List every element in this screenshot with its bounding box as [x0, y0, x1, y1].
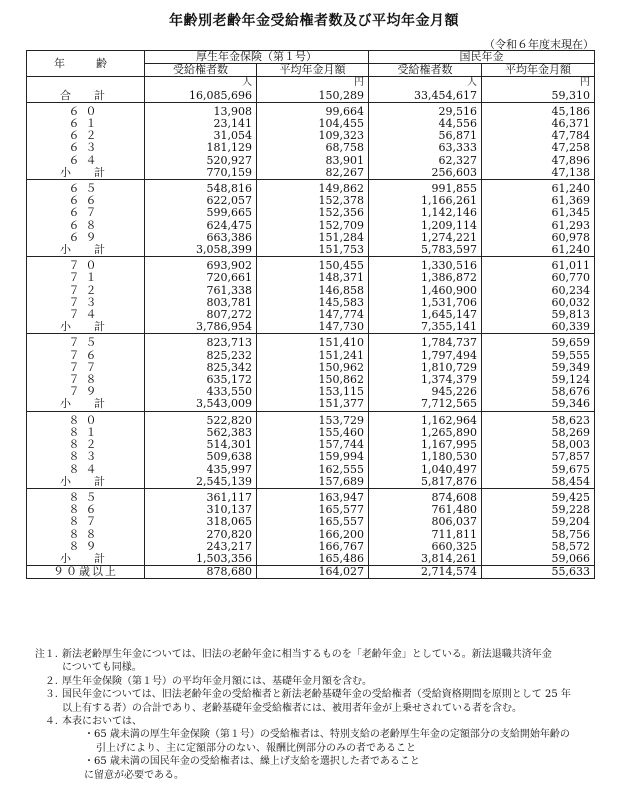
kosei-avg: 153,729 [257, 415, 369, 427]
table-row [27, 362, 595, 374]
kokumin-count: 3,814,261 [369, 553, 482, 566]
table-row [27, 285, 595, 297]
age-label: ６１ [27, 118, 145, 130]
kokumin-count: 991,855 [369, 183, 482, 195]
age-label: ８６ [27, 504, 145, 516]
kokumin-count: 1,265,890 [369, 427, 482, 439]
kokumin-count: 1,374,379 [369, 374, 482, 386]
kokumin-avg: 58,454 [482, 476, 595, 489]
note-label: ４. [44, 716, 58, 728]
table-row [27, 142, 595, 154]
age-label: ７６ [27, 350, 145, 362]
kosei-avg: 153,115 [257, 386, 369, 398]
age-label: ６８ [27, 220, 145, 232]
table-row [27, 183, 595, 195]
kosei-avg: 157,689 [257, 476, 369, 489]
age-label: ７３ [27, 297, 145, 309]
table-row [27, 439, 595, 451]
kosei-count: 514,301 [145, 439, 257, 451]
age-label: ８２ [27, 439, 145, 451]
kosei-count: 23,141 [145, 118, 257, 130]
table-row [27, 464, 595, 476]
kokumin-count: 7,712,565 [369, 398, 482, 411]
note-line [26, 648, 601, 661]
kokumin-avg: 47,896 [482, 155, 595, 167]
kokumin-count: 1,386,872 [369, 272, 482, 284]
kokumin-count: 806,037 [369, 516, 482, 528]
kosei-count: 310,137 [145, 504, 257, 516]
kosei-count: 823,713 [145, 337, 257, 349]
kosei-count: 181,129 [145, 142, 257, 154]
note-line [26, 702, 601, 715]
table-row [27, 374, 595, 386]
kokumin-avg: 46,371 [482, 118, 595, 130]
subtotal-row [27, 398, 595, 411]
kosei-avg: 151,284 [257, 232, 369, 244]
kokumin-avg: 59,425 [482, 492, 595, 504]
age-label: ６９ [27, 232, 145, 244]
kosei-avg: 151,241 [257, 350, 369, 362]
kokumin-count: 660,325 [369, 541, 482, 553]
note4-item: ・65 歳未満の厚生年金保険（第１号）の受給権者は、特別支給の老齢厚生年金の定額部分の支給開始年齢の [84, 729, 570, 741]
kokumin-avg: 60,978 [482, 232, 595, 244]
age-label: ７２ [27, 285, 145, 297]
kokumin-avg: 60,770 [482, 272, 595, 284]
table-row [27, 541, 595, 553]
kosei-count: 825,232 [145, 350, 257, 362]
kosei-count: 807,272 [145, 309, 257, 321]
kokumin-count: 1,180,530 [369, 451, 482, 463]
kokumin-avg: 58,269 [482, 427, 595, 439]
note-text: 厚生年金保険（第１号）の平均年金月額には、基礎年金月額を含む。 [62, 675, 372, 687]
kosei-count: 243,217 [145, 541, 257, 553]
kokumin-avg: 60,339 [482, 321, 595, 334]
kosei-count: 825,342 [145, 362, 257, 374]
age-label: ６２ [27, 130, 145, 142]
kosei-avg: 166,767 [257, 541, 369, 553]
kokumin-count: 2,714,574 [369, 566, 482, 579]
kosei-avg: 165,577 [257, 504, 369, 516]
kosei-avg: 157,744 [257, 439, 369, 451]
kokumin-avg: 58,676 [482, 386, 595, 398]
over90-label: ９０歳以上 [27, 566, 145, 579]
table-row [27, 207, 595, 219]
kokumin-avg: 59,228 [482, 504, 595, 516]
kosei-count: 433,550 [145, 386, 257, 398]
table-row [27, 529, 595, 541]
kokumin-count: 945,226 [369, 386, 482, 398]
kosei-avg: 151,753 [257, 244, 369, 257]
kosei-count: 548,816 [145, 183, 257, 195]
kokumin-count: 1,784,737 [369, 337, 482, 349]
kokumin-count: 63,333 [369, 142, 482, 154]
kosei-count: 622,057 [145, 195, 257, 207]
kokumin-avg: 60,032 [482, 297, 595, 309]
age-label: ８４ [27, 464, 145, 476]
kokumin-count: 1,531,706 [369, 297, 482, 309]
kokumin-count: 29,516 [369, 106, 482, 118]
kokumin-avg: 59,675 [482, 464, 595, 476]
kosei-avg: 146,858 [257, 285, 369, 297]
over90-row [27, 566, 595, 579]
age-label: ７９ [27, 386, 145, 398]
age-label: ７１ [27, 272, 145, 284]
table-row [27, 427, 595, 439]
table-row [27, 309, 595, 321]
as-of-date: （令和６年度末現在） [484, 38, 594, 51]
note-text: 本表においては、 [62, 716, 142, 728]
age-label: ６４ [27, 155, 145, 167]
age-label: ６３ [27, 142, 145, 154]
unit-yen: 円 [482, 77, 595, 90]
subtotal-row [27, 553, 595, 566]
kosei-avg: 104,455 [257, 118, 369, 130]
subtotal-label: 小 計 [27, 476, 145, 489]
kokumin-count: 1,797,494 [369, 350, 482, 362]
table-row [27, 386, 595, 398]
kokumin-count: 1,645,147 [369, 309, 482, 321]
kokumin-avg: 61,011 [482, 260, 595, 272]
kosei-avg: 149,862 [257, 183, 369, 195]
kokumin-count: 1,142,146 [369, 207, 482, 219]
age-label: ８３ [27, 451, 145, 463]
kokumin-count: 1,330,516 [369, 260, 482, 272]
kosei-count: 509,638 [145, 451, 257, 463]
subtotal-row [27, 244, 595, 257]
age-label: ７７ [27, 362, 145, 374]
age-label: ６６ [27, 195, 145, 207]
kosei-avg-header: 平均年金月額 [257, 64, 369, 77]
unit-spacer [27, 77, 145, 90]
table-row [27, 106, 595, 118]
kokumin-count: 1,167,995 [369, 439, 482, 451]
kokumin-avg: 61,369 [482, 195, 595, 207]
kokumin-avg: 59,813 [482, 309, 595, 321]
kokumin-avg: 59,066 [482, 553, 595, 566]
kosei-count: 635,172 [145, 374, 257, 386]
kosei-count: 663,386 [145, 232, 257, 244]
kokumin-avg: 58,756 [482, 529, 595, 541]
kosei-count-header: 受給権者数 [145, 64, 257, 77]
table-row [27, 272, 595, 284]
kokumin-avg: 45,186 [482, 106, 595, 118]
kosei-avg: 166,200 [257, 529, 369, 541]
kosei-avg: 148,371 [257, 272, 369, 284]
note4-item: ・65 歳未満の国民年金の受給権者は、繰上げ支給を選択した者であること [84, 756, 420, 768]
age-label: ７５ [27, 337, 145, 349]
kosei-count: 361,117 [145, 492, 257, 504]
unit-people: 人 [145, 77, 257, 90]
age-label: ８８ [27, 529, 145, 541]
kokumin-header: 国民年金 [369, 51, 595, 64]
kosei-avg: 99,664 [257, 106, 369, 118]
kosei-count: 13,908 [145, 106, 257, 118]
note-line [26, 661, 601, 674]
table-row [27, 118, 595, 130]
kosei-count: 520,927 [145, 155, 257, 167]
table-row [27, 415, 595, 427]
kosei-count: 1,503,356 [145, 553, 257, 566]
kosei-count: 435,997 [145, 464, 257, 476]
note-label [26, 661, 62, 674]
kokumin-count: 256,603 [369, 167, 482, 180]
kosei-avg: 163,947 [257, 492, 369, 504]
kosei-count: 3,786,954 [145, 321, 257, 334]
total-kosei-avg: 150,289 [257, 90, 369, 103]
kosei-avg: 109,323 [257, 130, 369, 142]
kokumin-count: 56,871 [369, 130, 482, 142]
kokumin-avg-header: 平均年金月額 [482, 64, 595, 77]
kokumin-count: 7,355,141 [369, 321, 482, 334]
kosei-count: 2,545,139 [145, 476, 257, 489]
kokumin-avg: 59,346 [482, 398, 595, 411]
note4-item: 引上げにより、主に定額部分のない、報酬比例部分のみの者であること [96, 742, 416, 754]
note-label: ３. [44, 689, 58, 701]
note-text: 国民年金については、旧法老齢年金の受給権者と新法老齢基礎年金の受給権者（受給資格期間を原則として 25 年 [62, 689, 571, 701]
age-label: ８０ [27, 415, 145, 427]
kokumin-avg: 60,234 [482, 285, 595, 297]
kosei-avg: 162,555 [257, 464, 369, 476]
kokumin-count: 44,556 [369, 118, 482, 130]
total-kosei-count: 16,085,696 [145, 90, 257, 103]
kosei-avg: 145,583 [257, 297, 369, 309]
note4-item: に留意が必要である。 [84, 769, 184, 781]
note-line [26, 688, 601, 701]
unit-yen: 円 [257, 77, 369, 90]
kokumin-count: 5,817,876 [369, 476, 482, 489]
kokumin-count: 1,209,114 [369, 220, 482, 232]
table-row [27, 451, 595, 463]
kokumin-avg: 61,293 [482, 220, 595, 232]
table-row [27, 337, 595, 349]
kokumin-avg: 59,555 [482, 350, 595, 362]
subtotal-label: 小 計 [27, 321, 145, 334]
kosei-count: 562,383 [145, 427, 257, 439]
kosei-count: 770,159 [145, 167, 257, 180]
kosei-count: 599,665 [145, 207, 257, 219]
kosei-avg: 159,994 [257, 451, 369, 463]
age-header: 年 齢 [27, 51, 145, 77]
age-label: ７８ [27, 374, 145, 386]
note-label: 注１. [34, 649, 58, 660]
subtotal-label: 小 計 [27, 553, 145, 566]
table-row [27, 220, 595, 232]
kokumin-avg: 57,857 [482, 451, 595, 463]
kokumin-count: 1,810,729 [369, 362, 482, 374]
table-row [27, 232, 595, 244]
kokumin-avg: 58,623 [482, 415, 595, 427]
subtotal-label: 小 計 [27, 244, 145, 257]
kosei-avg: 147,774 [257, 309, 369, 321]
kokumin-count: 62,327 [369, 155, 482, 167]
kokumin-avg: 59,349 [482, 362, 595, 374]
kosei-count: 3,058,399 [145, 244, 257, 257]
kosei-count: 522,820 [145, 415, 257, 427]
table-row [27, 195, 595, 207]
kokumin-avg: 58,572 [482, 541, 595, 553]
pension-table [26, 50, 595, 579]
kosei-count: 270,820 [145, 529, 257, 541]
kokumin-count-header: 受給権者数 [369, 64, 482, 77]
kokumin-avg: 59,659 [482, 337, 595, 349]
kosei-avg: 150,862 [257, 374, 369, 386]
age-label: ６７ [27, 207, 145, 219]
kokumin-avg: 59,124 [482, 374, 595, 386]
table-row [27, 297, 595, 309]
kosei-avg: 152,356 [257, 207, 369, 219]
kokumin-avg: 59,204 [482, 516, 595, 528]
kosei-avg: 151,410 [257, 337, 369, 349]
table-row [27, 350, 595, 362]
note-text: 新法老齢厚生年金については、旧法の老齢年金に相当するものを「老齢年金」としている。新法退職共済年金 [62, 649, 552, 660]
kosei-count: 3,543,009 [145, 398, 257, 411]
kosei-avg: 164,027 [257, 566, 369, 579]
age-label: ８７ [27, 516, 145, 528]
kokumin-count: 761,480 [369, 504, 482, 516]
total-kokumin-avg: 59,310 [482, 90, 595, 103]
age-label: ８９ [27, 541, 145, 553]
note-text: についても同様。 [62, 662, 142, 674]
kosei-avg: 165,557 [257, 516, 369, 528]
page-title: 年齢別老齢年金受給権者数及び平均年金月額 [169, 13, 459, 29]
note-text: 以上有する者）の合計であり、老齢基礎年金受給権者には、被用者年金が上乗せされている者を含む。 [62, 702, 522, 714]
kosei-count: 31,054 [145, 130, 257, 142]
kosei-avg: 82,267 [257, 167, 369, 180]
subtotal-row [27, 476, 595, 489]
kokumin-count: 874,608 [369, 492, 482, 504]
table-row [27, 260, 595, 272]
subtotal-row [27, 321, 595, 334]
age-label: ８５ [27, 492, 145, 504]
age-label: ７４ [27, 309, 145, 321]
kosei-header: 厚生年金保険（第１号） [145, 51, 369, 64]
unit-people: 人 [369, 77, 482, 90]
kokumin-avg: 47,784 [482, 130, 595, 142]
kosei-avg: 152,709 [257, 220, 369, 232]
kokumin-avg: 61,240 [482, 183, 595, 195]
kokumin-avg: 47,138 [482, 167, 595, 180]
kosei-avg: 165,486 [257, 553, 369, 566]
kosei-avg: 150,455 [257, 260, 369, 272]
kosei-avg: 68,758 [257, 142, 369, 154]
kosei-avg: 152,378 [257, 195, 369, 207]
kokumin-count: 1,166,261 [369, 195, 482, 207]
note-line [26, 715, 601, 728]
notes [26, 648, 601, 782]
table-row [27, 155, 595, 167]
subtotal-row [27, 167, 595, 180]
kosei-avg: 155,460 [257, 427, 369, 439]
subtotal-label: 小 計 [27, 167, 145, 180]
kosei-avg: 150,962 [257, 362, 369, 374]
kokumin-avg: 58,003 [482, 439, 595, 451]
kokumin-avg: 55,633 [482, 566, 595, 579]
kokumin-count: 5,783,597 [369, 244, 482, 257]
kokumin-avg: 61,240 [482, 244, 595, 257]
age-label: ８１ [27, 427, 145, 439]
subtotal-label: 小 計 [27, 398, 145, 411]
kokumin-count: 1,274,221 [369, 232, 482, 244]
kokumin-count: 1,162,964 [369, 415, 482, 427]
total-kokumin-count: 33,454,617 [369, 90, 482, 103]
kokumin-count: 1,040,497 [369, 464, 482, 476]
note-line [26, 675, 601, 688]
kosei-count: 693,902 [145, 260, 257, 272]
kokumin-avg: 47,258 [482, 142, 595, 154]
kosei-count: 624,475 [145, 220, 257, 232]
note-label: ２. [44, 675, 58, 687]
kosei-avg: 83,901 [257, 155, 369, 167]
table-row [27, 504, 595, 516]
total-label: 合 計 [27, 90, 145, 103]
table-row [27, 130, 595, 142]
kokumin-count: 1,460,900 [369, 285, 482, 297]
age-label: ６５ [27, 183, 145, 195]
kosei-count: 720,661 [145, 272, 257, 284]
kosei-avg: 147,730 [257, 321, 369, 334]
kosei-count: 318,065 [145, 516, 257, 528]
kokumin-count: 711,811 [369, 529, 482, 541]
kokumin-avg: 61,345 [482, 207, 595, 219]
note-label [26, 702, 62, 715]
age-label: ７０ [27, 260, 145, 272]
table-row [27, 516, 595, 528]
kosei-count: 878,680 [145, 566, 257, 579]
kosei-count: 803,781 [145, 297, 257, 309]
kosei-avg: 151,377 [257, 398, 369, 411]
table-row [27, 492, 595, 504]
age-label: ６０ [27, 106, 145, 118]
kosei-count: 761,338 [145, 285, 257, 297]
